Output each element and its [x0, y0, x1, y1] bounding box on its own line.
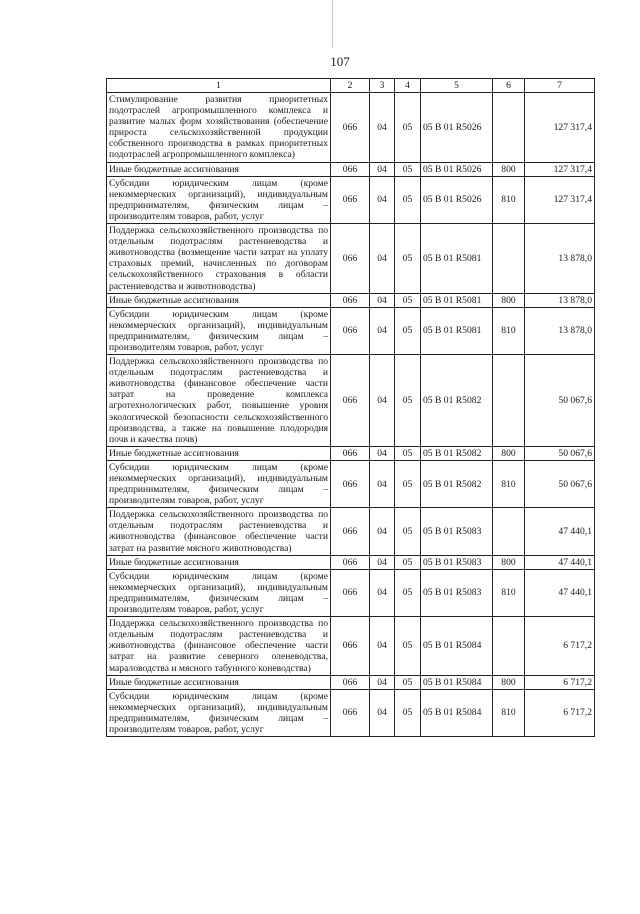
header-col-1: 1 [107, 79, 331, 93]
header-col-2: 2 [331, 79, 370, 93]
row-amount: 6 717,2 [525, 675, 595, 689]
table-row [107, 355, 595, 447]
row-description: Иные бюджетные ассигнования [107, 162, 331, 176]
row-amount: 13 878,0 [525, 224, 595, 294]
row-target-article: 05 В 01 R5083 [421, 569, 493, 616]
row-description: Поддержка сельскохозяйственного производства по отдельным подотраслям растениеводства и животноводства (финансовое обеспечение части затрат на развитие мясного животноводства) [107, 508, 331, 555]
row-expense-type: 800 [493, 555, 525, 569]
table-row [107, 176, 595, 223]
row-description: Иные бюджетные ассигнования [107, 675, 331, 689]
row-amount: 47 440,1 [525, 508, 595, 555]
row-ministry-code: 066 [331, 93, 370, 163]
row-target-article: 05 В 01 R5081 [421, 293, 493, 307]
row-ministry-code: 066 [331, 555, 370, 569]
row-expense-type: 810 [493, 689, 525, 736]
row-description: Стимулирование развития приоритетных подотраслей агропромышленного комплекса и развитие малых форм хозяйствования (обеспечение прироста сельскохозяйственной продукции собственного производства в рамках приоритетных подотраслей агропромышленного комплекса) [107, 93, 331, 163]
row-section-code: 04 [370, 176, 395, 223]
row-ministry-code: 066 [331, 162, 370, 176]
row-subsection-code: 05 [395, 675, 421, 689]
table-row [107, 224, 595, 294]
row-section-code: 04 [370, 93, 395, 163]
row-expense-type: 810 [493, 460, 525, 507]
row-expense-type [493, 93, 525, 163]
row-subsection-code: 05 [395, 617, 421, 675]
row-amount: 127 317,4 [525, 162, 595, 176]
row-expense-type [493, 617, 525, 675]
row-amount: 127 317,4 [525, 176, 595, 223]
row-amount: 6 717,2 [525, 617, 595, 675]
row-target-article: 05 В 01 R5081 [421, 307, 493, 354]
row-ministry-code: 066 [331, 569, 370, 616]
row-ministry-code: 066 [331, 689, 370, 736]
row-subsection-code: 05 [395, 446, 421, 460]
row-section-code: 04 [370, 224, 395, 294]
table-row [107, 508, 595, 555]
row-ministry-code: 066 [331, 355, 370, 447]
row-expense-type: 800 [493, 293, 525, 307]
header-col-3: 3 [370, 79, 395, 93]
row-amount: 50 067,6 [525, 446, 595, 460]
row-description: Субсидии юридическим лицам (кроме некоммерческих организаций), индивидуальным предпринимателям, физическим лицам – производителям товаров, работ, услуг [107, 307, 331, 354]
row-section-code: 04 [370, 617, 395, 675]
row-section-code: 04 [370, 508, 395, 555]
row-subsection-code: 05 [395, 224, 421, 294]
table-row [107, 162, 595, 176]
row-ministry-code: 066 [331, 508, 370, 555]
row-subsection-code: 05 [395, 689, 421, 736]
row-amount: 127 317,4 [525, 93, 595, 163]
row-ministry-code: 066 [331, 617, 370, 675]
row-description: Субсидии юридическим лицам (кроме некоммерческих организаций), индивидуальным предпринимателям, физическим лицам – производителям товаров, работ, услуг [107, 569, 331, 616]
row-expense-type: 800 [493, 675, 525, 689]
row-target-article: 05 В 01 R5083 [421, 508, 493, 555]
scan-artifact-line [332, 0, 333, 48]
row-target-article: 05 В 01 R5082 [421, 460, 493, 507]
row-expense-type: 810 [493, 307, 525, 354]
row-section-code: 04 [370, 689, 395, 736]
row-subsection-code: 05 [395, 176, 421, 223]
row-target-article: 05 В 01 R5084 [421, 617, 493, 675]
row-target-article: 05 В 01 R5082 [421, 355, 493, 447]
row-description: Поддержка сельскохозяйственного производства по отдельным подотраслям растениеводства и животноводства (возмещение части затрат на уплату страховых премий, начисленных по договорам сельскохозяйственного страхования в области растениеводства и животноводства) [107, 224, 331, 294]
table-row [107, 460, 595, 507]
row-amount: 47 440,1 [525, 569, 595, 616]
row-target-article: 05 В 01 R5084 [421, 675, 493, 689]
row-ministry-code: 066 [331, 224, 370, 294]
row-ministry-code: 066 [331, 176, 370, 223]
table-row [107, 689, 595, 736]
table-row [107, 555, 595, 569]
row-section-code: 04 [370, 555, 395, 569]
row-subsection-code: 05 [395, 569, 421, 616]
table-row [107, 675, 595, 689]
row-expense-type: 810 [493, 176, 525, 223]
row-section-code: 04 [370, 307, 395, 354]
row-subsection-code: 05 [395, 508, 421, 555]
row-description: Иные бюджетные ассигнования [107, 446, 331, 460]
row-target-article: 05 В 01 R5083 [421, 555, 493, 569]
table-row [107, 293, 595, 307]
row-expense-type [493, 355, 525, 447]
budget-table [106, 78, 595, 737]
row-section-code: 04 [370, 355, 395, 447]
row-amount: 50 067,6 [525, 355, 595, 447]
row-section-code: 04 [370, 569, 395, 616]
row-target-article: 05 В 01 R5026 [421, 176, 493, 223]
row-ministry-code: 066 [331, 307, 370, 354]
row-subsection-code: 05 [395, 162, 421, 176]
row-subsection-code: 05 [395, 93, 421, 163]
row-target-article: 05 В 01 R5084 [421, 689, 493, 736]
row-expense-type: 800 [493, 446, 525, 460]
table-row [107, 446, 595, 460]
row-description: Поддержка сельскохозяйственного производства по отдельным подотраслям растениеводства и животноводства (финансовое обеспечение части затрат на проведение комплекса агротехнологических работ, повышение уровня экологической безопасности сельскохозяйственного производства, а также на повышение плодородия почв и качества почв) [107, 355, 331, 447]
header-col-5: 5 [421, 79, 493, 93]
row-subsection-code: 05 [395, 355, 421, 447]
header-col-7: 7 [525, 79, 595, 93]
row-subsection-code: 05 [395, 293, 421, 307]
row-section-code: 04 [370, 293, 395, 307]
row-ministry-code: 066 [331, 675, 370, 689]
row-subsection-code: 05 [395, 460, 421, 507]
row-description: Иные бюджетные ассигнования [107, 293, 331, 307]
table-row [107, 93, 595, 163]
row-description: Субсидии юридическим лицам (кроме некоммерческих организаций), индивидуальным предпринимателям, физическим лицам – производителям товаров, работ, услуг [107, 460, 331, 507]
row-amount: 13 878,0 [525, 307, 595, 354]
row-ministry-code: 066 [331, 460, 370, 507]
row-expense-type [493, 224, 525, 294]
row-ministry-code: 066 [331, 446, 370, 460]
row-amount: 6 717,2 [525, 689, 595, 736]
row-target-article: 05 В 01 R5082 [421, 446, 493, 460]
row-subsection-code: 05 [395, 555, 421, 569]
header-col-6: 6 [493, 79, 525, 93]
table-row [107, 307, 595, 354]
row-target-article: 05 В 01 R5081 [421, 224, 493, 294]
row-section-code: 04 [370, 675, 395, 689]
page-number: 107 [330, 54, 350, 69]
row-expense-type [493, 508, 525, 555]
row-ministry-code: 066 [331, 293, 370, 307]
row-subsection-code: 05 [395, 307, 421, 354]
row-section-code: 04 [370, 446, 395, 460]
row-description: Иные бюджетные ассигнования [107, 555, 331, 569]
row-description: Субсидии юридическим лицам (кроме некоммерческих организаций), индивидуальным предпринимателям, физическим лицам – производителям товаров, работ, услуг [107, 689, 331, 736]
row-target-article: 05 В 01 R5026 [421, 162, 493, 176]
row-target-article: 05 В 01 R5026 [421, 93, 493, 163]
row-expense-type: 800 [493, 162, 525, 176]
row-amount: 13 878,0 [525, 293, 595, 307]
row-expense-type: 810 [493, 569, 525, 616]
row-amount: 50 067,6 [525, 460, 595, 507]
table-row [107, 569, 595, 616]
table-header-row [107, 79, 595, 93]
row-description: Субсидии юридическим лицам (кроме некоммерческих организаций), индивидуальным предпринимателям, физическим лицам – производителям товаров, работ, услуг [107, 176, 331, 223]
table-row [107, 617, 595, 675]
row-amount: 47 440,1 [525, 555, 595, 569]
header-col-4: 4 [395, 79, 421, 93]
row-section-code: 04 [370, 162, 395, 176]
row-description: Поддержка сельскохозяйственного производства по отдельным подотраслям растениеводства и животноводства (финансовое обеспечение части затрат на развитие северного оленеводства, мараловодства и мясного табунного коневодства) [107, 617, 331, 675]
row-section-code: 04 [370, 460, 395, 507]
